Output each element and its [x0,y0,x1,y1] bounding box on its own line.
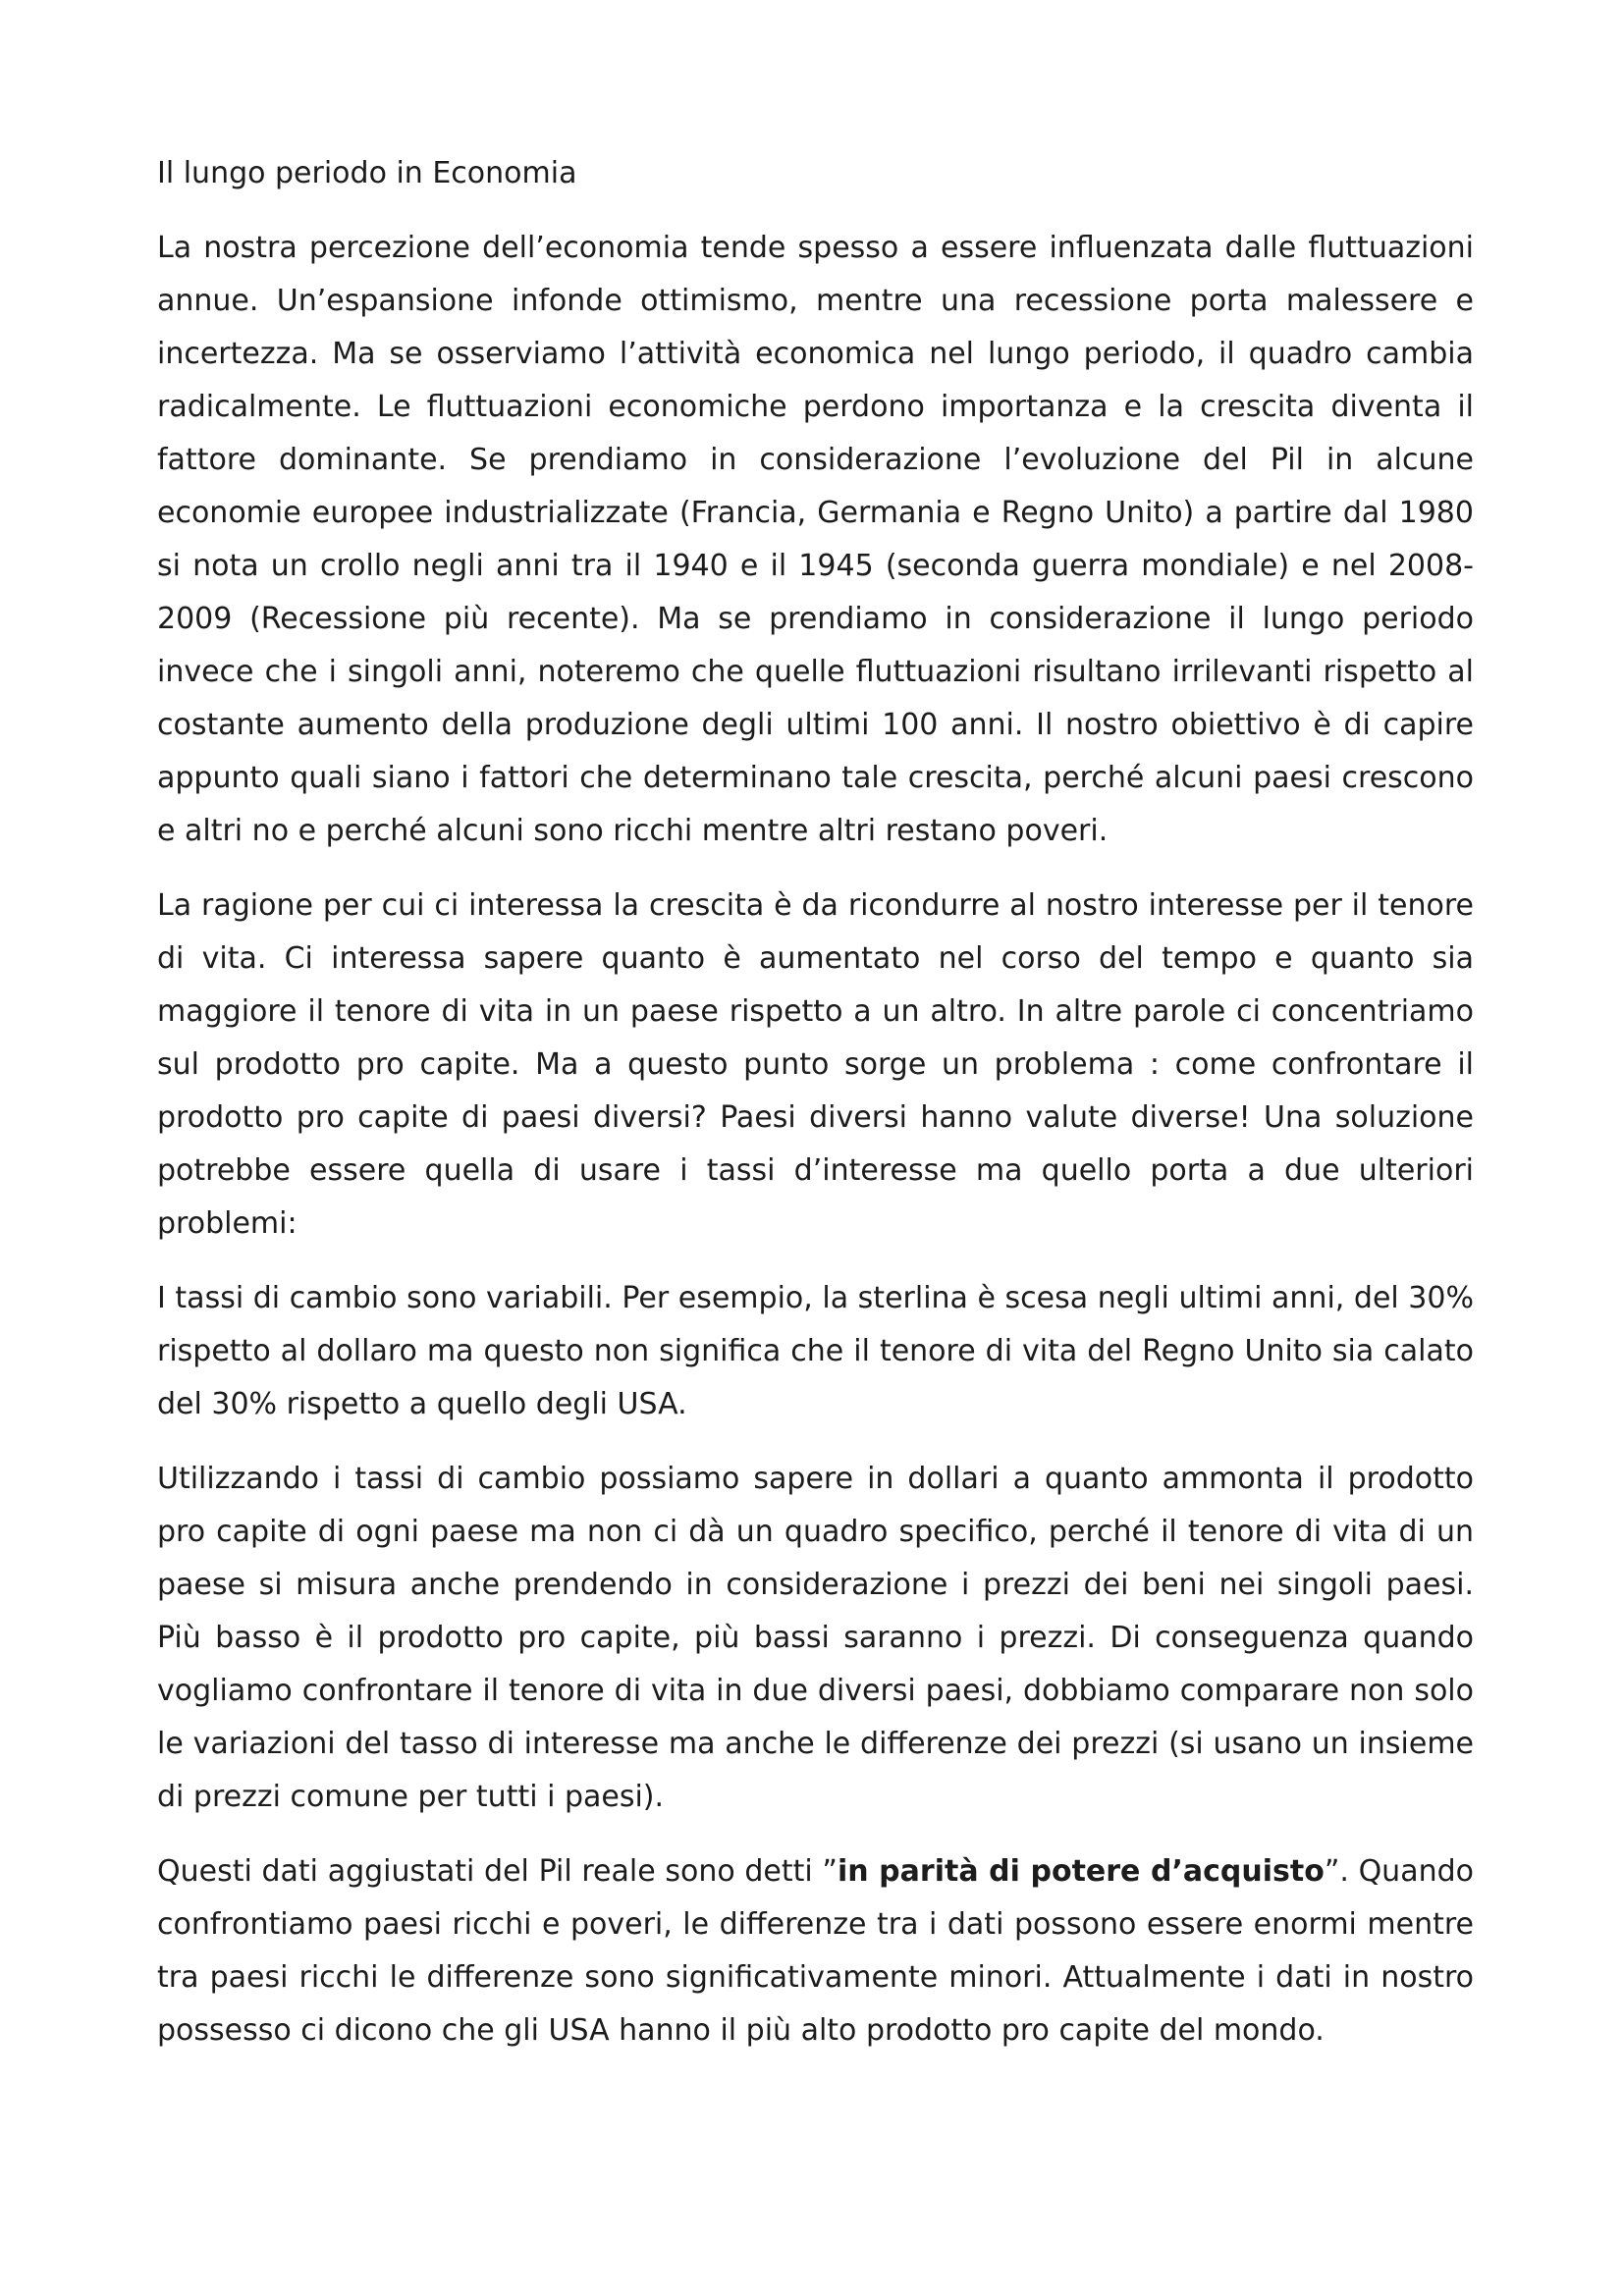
ppp-term: in parità di potere d’acquisto [837,1854,1325,1889]
paragraph-ppp-rest: ”. Quando confrontiamo paesi ricchi e poveri, le differenze tra i dati possono essere enormi mentre tra paesi ricchi le differenze sono significativamente minori. Attualmente i dati in nostro possesso ci dicono che gli USA hanno il più alto prodotto pro capite del mondo. [157,1854,1474,2048]
paragraph-exchange-rates: I tassi di cambio sono variabili. Per esempio, la sterlina è scesa negli ultimi anni, del 30% rispetto al dollaro ma questo non significa che il tenore di vita del Regno Unito sia calato del 30% rispetto a quello degli USA. [157,1281,1474,1421]
paragraph-long-run-growth: La nostra percezione dell’economia tende spesso a essere influenzata dalle fluttuazioni annue. Un’espansione infonde ottimismo, mentre una recessione porta malessere e incertezza. Ma se osserviamo l’attività economica nel lungo periodo, il quadro cambia radicalmente. Le fluttuazioni economiche perdono importanza e la crescita diventa il fattore dominante. Se prendiamo in considerazione l’evoluzione del Pil in alcune economie europee industrializzate (Francia, Germania e Regno Unito) a partire dal 1980 si nota un crollo negli anni tra il 1940 e il 1945 (seconda guerra mondiale) e nel 2008-2009 (Recessione più recente). Ma se prendiamo in considerazione il lungo periodo invece che i singoli anni, noteremo che quelle fluttuazioni risultano irrilevanti rispetto al costante aumento della produzione degli ultimi 100 anni. Il nostro obiettivo è di capire appunto quali siano i fattori che determinano tale crescita, perché alcuni paesi crescono e altri no e perché alcuni sono ricchi mentre altri restano poveri. [157,231,1474,848]
document-title: Il lungo periodo in Economia [157,156,577,190]
paragraph-prices: Utilizzando i tassi di cambio possiamo sapere in dollari a quanto ammonta il prodotto pro capite di ogni paese ma non ci dà un quadro specifico, perché il tenore di vita di un paese si misura anche prendendo in considerazione i prezzi dei beni nei singoli paesi. Più basso è il prodotto pro capite, più bassi saranno i prezzi. Di conseguenza quando vogliamo confrontare il tenore di vita in due diversi paesi, dobbiamo comparare non solo le variazioni del tasso di interesse ma anche le differenze dei prezzi (si usano un insieme di prezzi comune per tutti i paesi). [157,1462,1474,1814]
paragraph-ppp [157,1845,1474,2057]
paragraph-ppp-intro: Questi dati aggiustati del Pil reale sono detti ” [157,1854,838,1889]
paragraph-living-standard: La ragione per cui ci interessa la crescita è da ricondurre al nostro interesse per il tenore di vita. Ci interessa sapere quanto è aumentato nel corso del tempo e quanto sia maggiore il tenore di vita in un paese rispetto a un altro. In altre parole ci concentriamo sul prodotto pro capite. Ma a questo punto sorge un problema : come confrontare il prodotto pro capite di paesi diversi? Paesi diversi hanno valute diverse! Una soluzione potrebbe essere quella di usare i tassi d’interesse ma quello porta a due ulteriori problemi: [157,888,1474,1241]
